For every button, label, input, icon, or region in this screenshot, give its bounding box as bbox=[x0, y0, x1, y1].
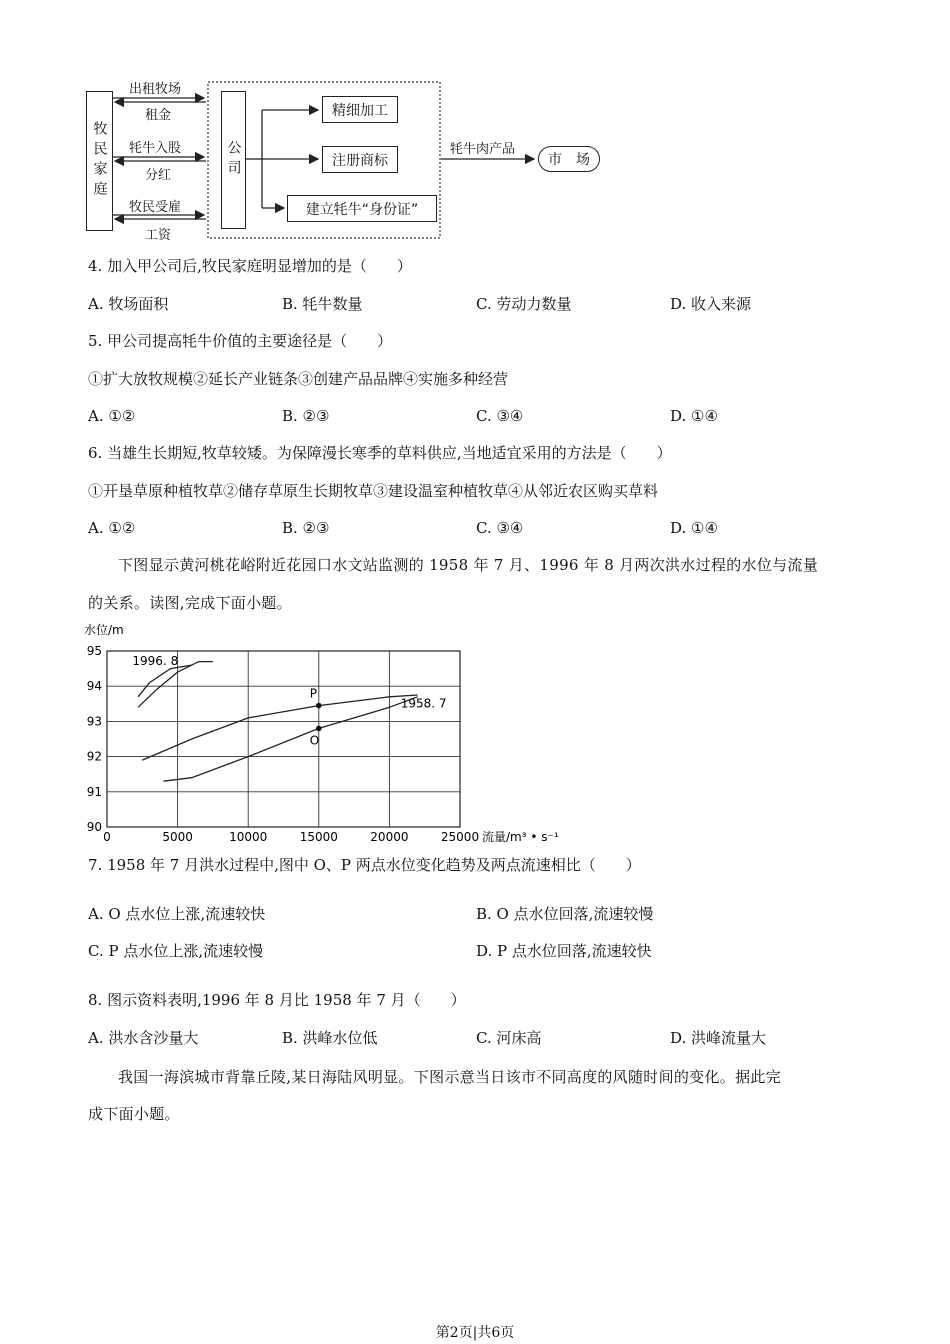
step-label: 注册商标 bbox=[332, 152, 388, 169]
question-stem: 8. 图示资料表明,1996 年 8 月比 1958 年 7 月（ ） bbox=[88, 991, 466, 1009]
company-label: 公司 bbox=[225, 140, 242, 180]
stage-discharge-chart bbox=[80, 618, 600, 846]
y-tick-label: 92 bbox=[86, 749, 102, 764]
option-a: A. 洪水含沙量大 bbox=[88, 1029, 199, 1047]
series-label: 1958. 7 bbox=[400, 696, 447, 711]
family-label: 牧民家庭 bbox=[91, 121, 108, 201]
arrow-label-top: 出租牧场 bbox=[129, 82, 182, 97]
option-a: A. ①② bbox=[88, 519, 136, 537]
plot-frame bbox=[107, 651, 460, 827]
series-line-falling bbox=[164, 697, 418, 781]
option-d: D. P 点水位回落,流速较快 bbox=[476, 942, 652, 960]
arrow-label-top: 牧民受雇 bbox=[129, 200, 182, 215]
y-tick-label: 91 bbox=[86, 784, 102, 799]
series-label: 1996. 8 bbox=[132, 654, 179, 669]
intro-line: 下图显示黄河桃花峪附近花园口水文站监测的 1958 年 7 月、1996 年 8 月两次洪水过程的水位与流量 bbox=[118, 556, 819, 574]
option-b: B. 牦牛数量 bbox=[282, 295, 363, 313]
step-label: 精细加工 bbox=[332, 102, 388, 119]
question-stem: 6. 当雄生长期短,牧草较矮。为保障漫长寒季的草料供应,当地适宜采用的方法是（ ） bbox=[88, 444, 672, 462]
option-b: B. 洪峰水位低 bbox=[282, 1029, 378, 1047]
page-footer: 第2页|共6页 bbox=[435, 1325, 515, 1341]
company-box bbox=[221, 91, 246, 229]
y-axis-label: 水位/m bbox=[84, 623, 124, 637]
option-d: D. ①④ bbox=[670, 519, 718, 537]
intro-line: 的关系。读图,完成下面小题。 bbox=[88, 594, 292, 612]
family-box bbox=[86, 91, 113, 231]
flow-diagram bbox=[0, 0, 950, 250]
x-tick-label: 5000 bbox=[162, 830, 193, 844]
option-c: C. 劳动力数量 bbox=[476, 295, 572, 313]
option-c: C. ③④ bbox=[476, 519, 524, 537]
option-d: D. 收入来源 bbox=[670, 295, 752, 313]
series-line-rising bbox=[142, 695, 417, 760]
question-items: ①扩大放牧规模②延长产业链条③创建产品品牌④实施多种经营 bbox=[88, 370, 509, 388]
step-box bbox=[287, 195, 437, 222]
question-stem: 4. 加入甲公司后,牧民家庭明显增加的是（ ） bbox=[88, 257, 412, 275]
question-stem: 7. 1958 年 7 月洪水过程中,图中 O、P 两点水位变化趋势及两点流速相比（ ） bbox=[88, 856, 641, 874]
data-point bbox=[316, 726, 322, 732]
arrow-label-bottom: 工资 bbox=[145, 228, 172, 243]
series-line-rising bbox=[138, 662, 213, 708]
option-b: B. O 点水位回落,流速较慢 bbox=[476, 905, 654, 923]
point-label: O bbox=[309, 733, 320, 748]
x-tick-label: 10000 bbox=[229, 830, 268, 844]
y-tick-label: 94 bbox=[86, 679, 102, 694]
y-tick-label: 90 bbox=[86, 820, 102, 834]
chart-svg bbox=[80, 618, 600, 846]
x-tick-label: 0 bbox=[103, 830, 111, 844]
point-label: P bbox=[309, 686, 318, 701]
x-tick-label: 15000 bbox=[299, 830, 338, 844]
option-d: D. 洪峰流量大 bbox=[670, 1029, 767, 1047]
option-a: A. 牧场面积 bbox=[88, 295, 169, 313]
option-a: A. ①② bbox=[88, 407, 136, 425]
step-label: 建立牦牛“身份证” bbox=[305, 201, 419, 218]
option-d: D. ①④ bbox=[670, 407, 718, 425]
product-label: 牦牛肉产品 bbox=[450, 142, 516, 157]
x-tick-label: 25000 bbox=[440, 830, 480, 844]
question-stem: 5. 甲公司提高牦牛价值的主要途径是（ ） bbox=[88, 332, 393, 350]
x-tick-label: 20000 bbox=[370, 830, 409, 844]
step-box bbox=[322, 146, 398, 173]
step-box bbox=[322, 96, 398, 123]
x-axis-label: 流量/m³ • s⁻¹ bbox=[482, 830, 559, 844]
data-point bbox=[316, 703, 322, 709]
question-items: ①开垦草原种植牧草②储存草原生长期牧草③建设温室种植牧草④从邻近农区购买草料 bbox=[88, 482, 659, 500]
option-c: C. P 点水位上涨,流速较慢 bbox=[88, 942, 264, 960]
option-a: A. O 点水位上涨,流速较快 bbox=[88, 905, 266, 923]
y-tick-label: 95 bbox=[86, 644, 102, 658]
arrow-label-bottom: 租金 bbox=[145, 108, 172, 123]
option-b: B. ②③ bbox=[282, 407, 330, 425]
option-c: C. 河床高 bbox=[476, 1029, 542, 1047]
market-label: 市 场 bbox=[548, 152, 590, 168]
option-b: B. ②③ bbox=[282, 519, 330, 537]
intro-line: 我国一海滨城市背靠丘陵,某日海陆风明显。下图示意当日该市不同高度的风随时间的变化。据此完 bbox=[118, 1068, 781, 1086]
market-box bbox=[538, 146, 600, 172]
intro-line: 成下面小题。 bbox=[88, 1105, 180, 1123]
arrow-label-bottom: 分红 bbox=[145, 168, 172, 183]
series-line-falling bbox=[138, 665, 192, 697]
arrow-label-top: 牦牛入股 bbox=[129, 141, 182, 156]
option-c: C. ③④ bbox=[476, 407, 524, 425]
y-tick-label: 93 bbox=[86, 714, 102, 729]
